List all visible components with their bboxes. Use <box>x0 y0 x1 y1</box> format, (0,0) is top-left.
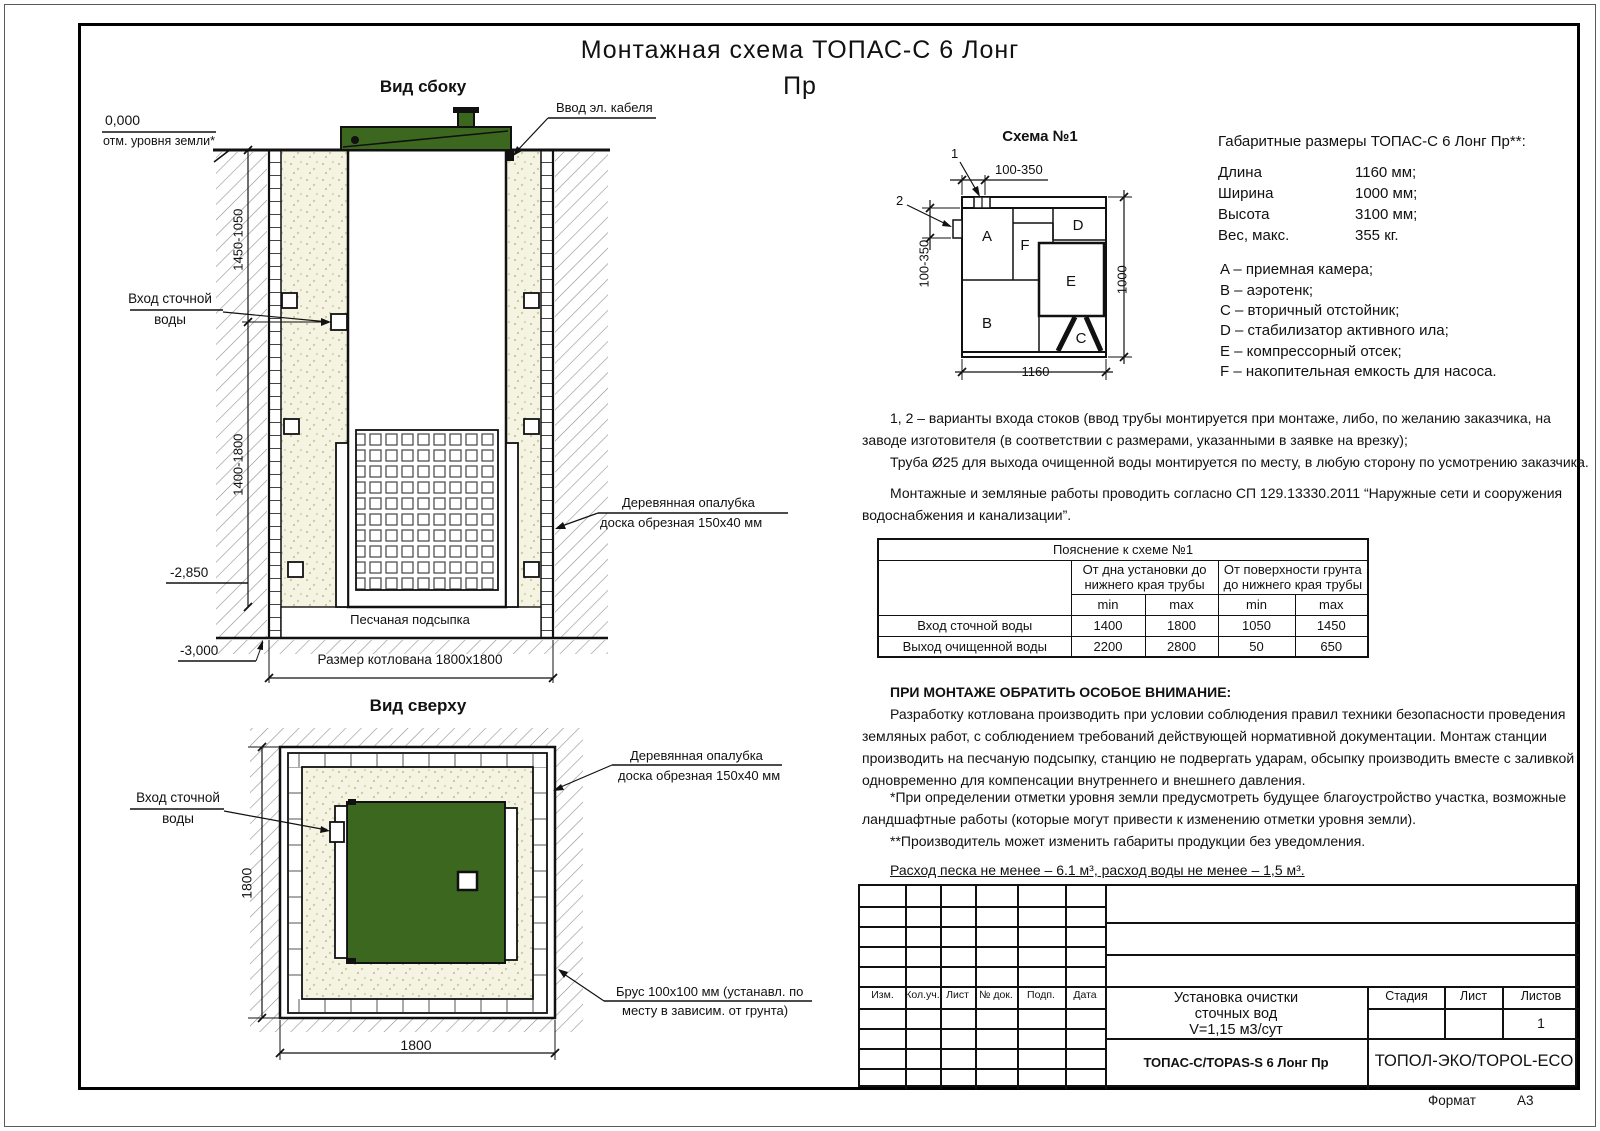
top-view-title: Вид сверху <box>369 696 467 715</box>
note2-line1: Монтажные и земляные работы проводить согласно СП 129.13330.2011 “Наружные сети и сооружения <box>890 485 1563 501</box>
table-row <box>878 615 1368 636</box>
consumption-note: Расход песка не менее – 6.1 м³, расход воды не менее – 1,5 м³. <box>890 862 1305 878</box>
table-row2-v3: 50 <box>1218 636 1295 657</box>
explanation-table <box>877 538 1369 658</box>
table-min1: min <box>1071 594 1145 615</box>
table-row2-v4: 650 <box>1295 636 1368 657</box>
format-label: Формат <box>1428 1093 1476 1108</box>
elevation-3000: -3,000 <box>180 643 219 658</box>
zero-elevation-mark: 0,000 <box>105 112 141 128</box>
table-group2-line1: От поверхности грунта <box>1223 562 1362 577</box>
legend-c: C – вторичный отстойник; <box>1220 302 1400 319</box>
compartment-c: C <box>1075 330 1087 347</box>
top-dim-bottom: 1800 <box>400 1037 432 1053</box>
attention-line3: производить на песчаную подсыпку, станцию не подвергать ударам, обсыпку производить вместе с заливкой <box>862 750 1575 766</box>
table-row1-v3: 1050 <box>1218 615 1295 636</box>
note1-line1: 1, 2 – варианты входа стоков (ввод трубы монтируется при монтаже, либо, по желанию заказчика, на <box>890 410 1551 426</box>
tb-header-list: Лист <box>946 989 969 1001</box>
sheet-label: Лист <box>1459 989 1488 1003</box>
table-group2-header <box>1218 560 1368 594</box>
tb-header-koluch: Кол.уч. <box>905 989 940 1001</box>
schema-dim-bottom: 1160 <box>1021 364 1050 379</box>
footnote-line2: ландшафтные работы (которые могут привести к изменению отметки уровня земли). <box>862 811 1417 827</box>
top-dim-left: 1800 <box>238 867 255 899</box>
attention-line1: Разработку котлована производить при условии соблюдения правил техники безопасности проведения <box>890 706 1566 722</box>
cable-entry-label: Ввод эл. кабеля <box>556 100 653 115</box>
side-view-title: Вид сбоку <box>379 77 467 96</box>
table-group1-line2: нижнего края трубы <box>1084 577 1205 592</box>
attention-heading: ПРИ МОНТАЖЕ ОБРАТИТЬ ОСОБОЕ ВНИМАНИЕ: <box>890 684 1232 700</box>
inlet-label-line2: воды <box>154 312 186 327</box>
top-inlet-label-line1: Вход сточной <box>136 790 220 805</box>
sheets-value: 1 <box>1537 1015 1545 1031</box>
project-name-line3: V=1,15 м3/сут <box>1189 1022 1283 1038</box>
table-row1-v1: 1400 <box>1071 615 1145 636</box>
compartment-a: A <box>981 228 992 245</box>
dim-lower-depth: 1400-1800 <box>230 433 246 496</box>
formwork-label-line1: Деревянная опалубка <box>622 495 755 510</box>
spec-value-length: 1160 мм; <box>1355 164 1417 181</box>
table-min2: min <box>1218 594 1295 615</box>
elevation-2850: -2,850 <box>170 565 209 580</box>
note1-line2: заводе изготовителя (в соответствии с размерами, указанными в заявке на врезку); <box>862 432 1408 448</box>
stage-label: Стадия <box>1385 989 1428 1003</box>
table-title: Пояснение к схеме №1 <box>878 539 1368 560</box>
tb-header-podp: Подп. <box>1027 989 1055 1001</box>
compartment-d: D <box>1072 217 1084 234</box>
attention-line2: земляных работ, с соблюдением требований действующей нормативной документации. Монтаж станции <box>862 728 1547 744</box>
spec-value-height: 3100 мм; <box>1355 206 1418 223</box>
sheets-label: Листов <box>1520 989 1562 1003</box>
schema-marker-2: 2 <box>896 193 904 208</box>
compartment-f: F <box>1020 237 1030 254</box>
top-formwork-label-line1: Деревянная опалубка <box>630 748 763 763</box>
compartment-b: B <box>981 315 992 332</box>
page-title-line2: Пр <box>783 72 817 100</box>
table-group2-line2: до нижнего края трубы <box>1223 577 1363 592</box>
schema-dim-top: 100-350 <box>995 162 1043 177</box>
project-name-line2: сточных вод <box>1194 1006 1278 1022</box>
legend-f: F – накопительная емкость для насоса. <box>1220 363 1497 380</box>
ground-level-label: отм. уровня земли* <box>103 134 216 148</box>
spec-value-width: 1000 мм; <box>1355 185 1418 202</box>
spec-label-width: Ширина <box>1218 185 1274 202</box>
schema-dim-right: 1000 <box>1114 265 1130 295</box>
top-inlet-label-line2: воды <box>162 811 194 826</box>
project-name-line1: Установка очистки <box>1173 990 1299 1006</box>
timber-label-line2: месту в зависим. от грунта) <box>622 1003 789 1018</box>
schema-drawing <box>907 162 1132 380</box>
table-group1-line1: От дна установки до <box>1082 562 1207 577</box>
table-max2: max <box>1295 594 1368 615</box>
inlet-label-line1: Вход сточной <box>128 291 212 306</box>
note2-line2: водоснабжения и канализации”. <box>862 507 1072 523</box>
footnote-line1: *При определении отметки уровня земли предусмотреть будущее благоустройство участка, возможные <box>890 789 1567 805</box>
pit-size-label: Размер котлована 1800х1800 <box>317 652 503 667</box>
timber-label-line1: Брус 100х100 мм (устанавл. по <box>616 984 804 999</box>
legend-d: D – стабилизатор активного ила; <box>1220 322 1449 339</box>
top-formwork-label-line2: доска обрезная 150х40 мм <box>618 768 781 783</box>
footnote-line3: **Производитель может изменить габариты продукции без уведомления. <box>890 833 1366 849</box>
dim-upper-depth: 1450-1050 <box>230 208 246 271</box>
side-view-drawing <box>102 107 788 683</box>
title-block <box>858 884 1577 1087</box>
sand-bed-label: Песчаная подсыпка <box>350 612 470 627</box>
table-row1-label: Вход сточной воды <box>878 615 1071 636</box>
table-row1-v2: 1800 <box>1145 615 1218 636</box>
legend-e: E – компрессорный отсек; <box>1220 343 1402 360</box>
table-row1-v4: 1450 <box>1295 615 1368 636</box>
schema-dim-side: 100-350 <box>916 239 932 288</box>
table-corner-cell <box>878 560 1071 615</box>
table-row2-v1: 2200 <box>1071 636 1145 657</box>
legend-a: A – приемная камера; <box>1220 261 1374 278</box>
table-row <box>878 636 1368 657</box>
compartment-e: E <box>1065 273 1076 290</box>
formwork-label-line2: доска обрезная 150х40 мм <box>600 515 763 530</box>
schema-marker-1: 1 <box>951 146 959 161</box>
tb-header-data: Дата <box>1073 989 1097 1001</box>
specs-title: Габаритные размеры ТОПАС-С 6 Лонг Пр**: <box>1218 133 1526 150</box>
model-designation: ТОПАС-С/TOPAS-S 6 Лонг Пр <box>1143 1055 1329 1070</box>
spec-label-height: Высота <box>1218 206 1270 223</box>
spec-value-weight: 355 кг. <box>1355 227 1399 244</box>
legend-b: B – аэротенк; <box>1220 282 1314 299</box>
tb-header-ndok: № док. <box>979 989 1013 1001</box>
spec-label-weight: Вес, макс. <box>1218 227 1290 244</box>
table-max1: max <box>1145 594 1218 615</box>
table-row2-v2: 2800 <box>1145 636 1218 657</box>
table-group1-header <box>1071 560 1218 594</box>
spec-label-length: Длина <box>1218 164 1262 181</box>
schema-title: Схема №1 <box>1002 128 1078 145</box>
format-value: А3 <box>1517 1093 1534 1108</box>
note1-line3: Труба Ø25 для выхода очищенной воды монтируется по месту, в любую сторону по усмотрению заказчика. <box>890 454 1589 470</box>
company-name: ТОПОЛ-ЭКО/TOPOL-ECO <box>1374 1052 1574 1070</box>
attention-line4: одновременно для компенсации внутреннего и внешнего давления. <box>862 772 1306 788</box>
table-row2-label: Выход очищенной воды <box>878 636 1071 657</box>
page-title-line1: Монтажная схема ТОПАС-С 6 Лонг <box>580 36 1020 64</box>
tb-header-izm: Изм. <box>871 989 894 1001</box>
